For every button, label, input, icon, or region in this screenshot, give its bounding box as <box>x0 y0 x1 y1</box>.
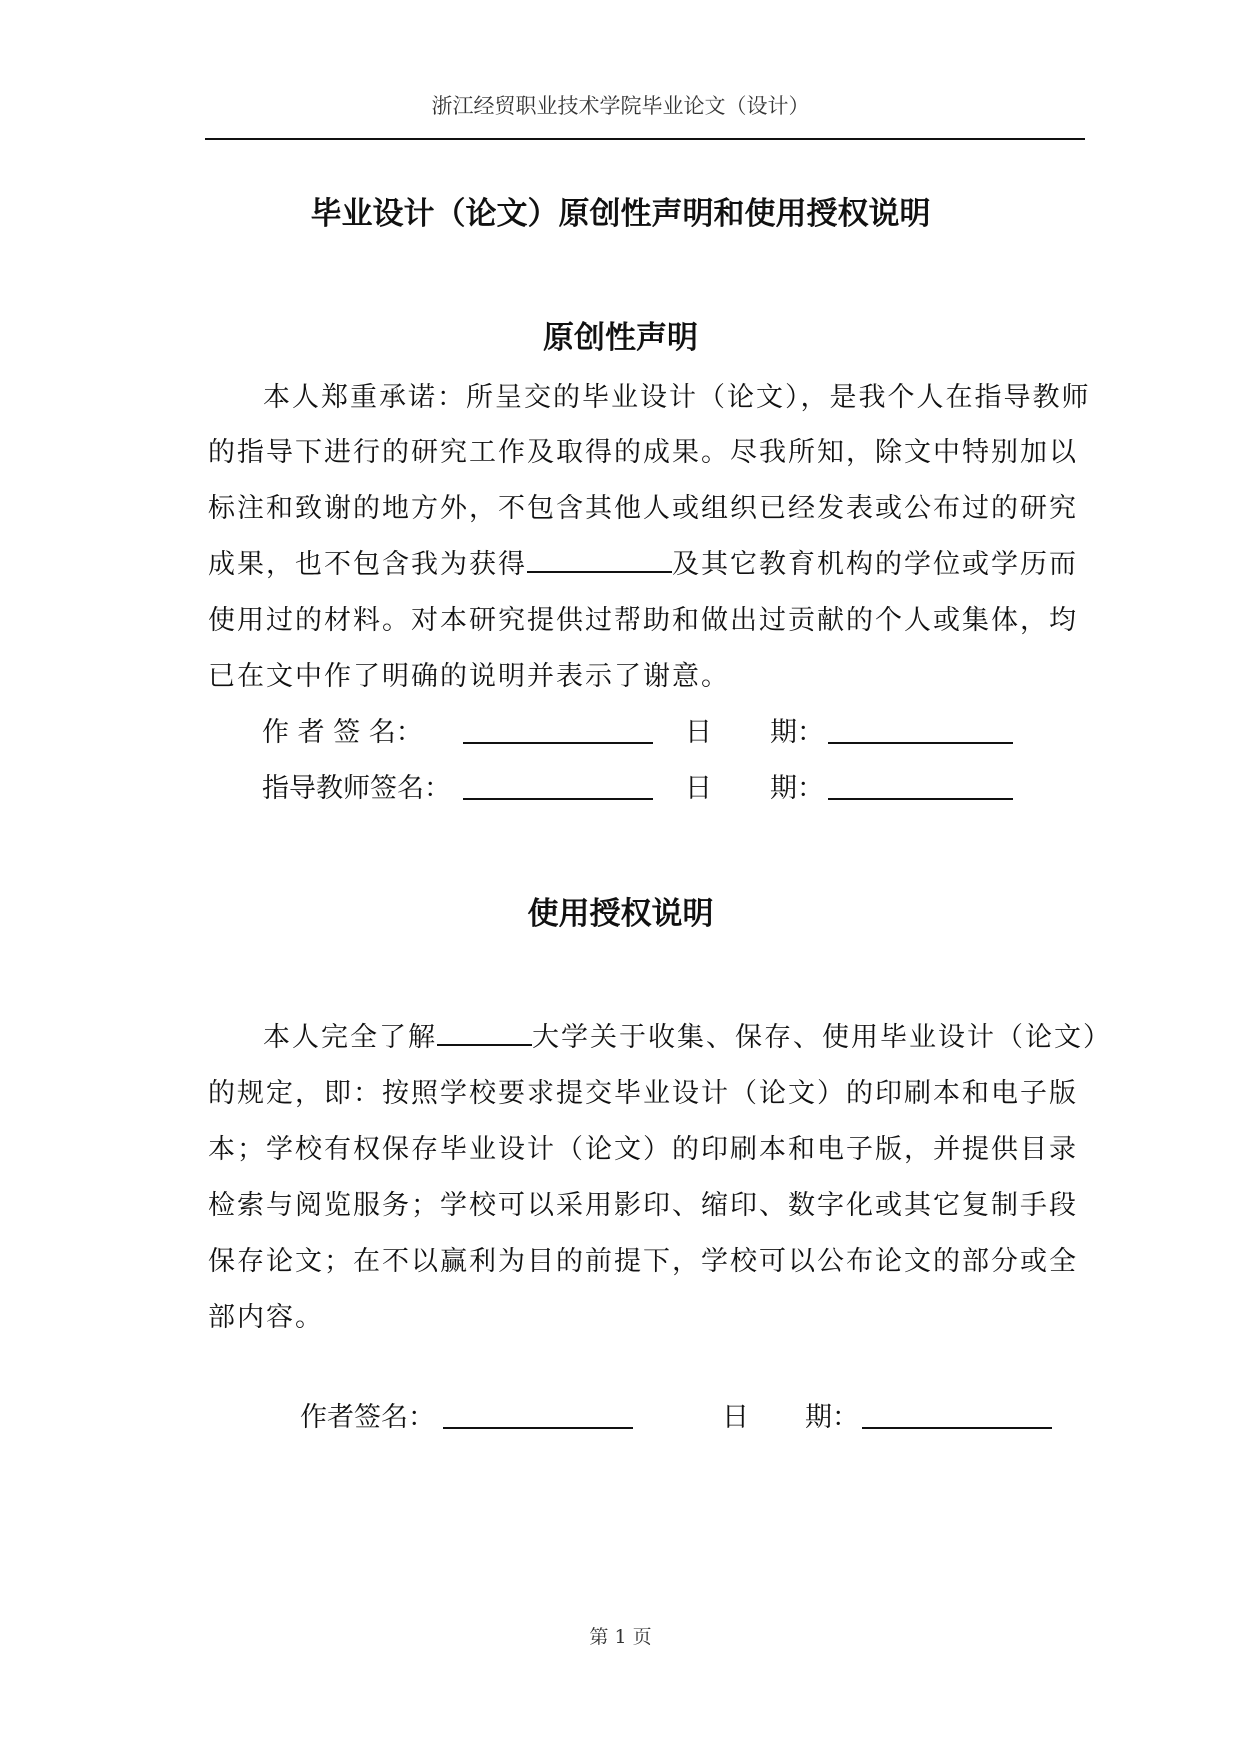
authorization-signature-line[interactable] <box>443 1427 633 1429</box>
document-title: 毕业设计（论文）原创性声明和使用授权说明 <box>310 196 931 232</box>
page-footer: 第 1 页 <box>589 1626 652 1648</box>
originality-line-3: 标注和致谢的地方外，不包含其他人或组织已经发表或公布过的研究 <box>208 493 1078 524</box>
originality-line-2: 的指导下进行的研究工作及取得的成果。尽我所知，除文中特别加以 <box>208 437 1078 468</box>
authorization-line-1a: 本人完全了解 <box>263 1022 437 1053</box>
authorization-date-label-period: 期： <box>805 1402 859 1433</box>
page-header: 浙江经贸职业技术学院毕业论文（设计） <box>431 94 810 118</box>
authorization-line-5: 保存论文；在不以赢利为目的前提下，学校可以公布论文的部分或全 <box>208 1246 1078 1277</box>
originality-line-6: 已在文中作了明确的说明并表示了谢意。 <box>208 661 730 692</box>
author-signature-line[interactable] <box>463 742 653 744</box>
authorization-heading: 使用授权说明 <box>527 896 714 932</box>
author-date-line[interactable] <box>828 742 1013 744</box>
author-signature-label: 作 者 签 名： <box>262 717 423 748</box>
authorization-date-label-day: 日 <box>722 1402 749 1433</box>
originality-line-4a: 成果，也不包含我为获得 <box>208 549 527 580</box>
authorization-date-line[interactable] <box>862 1427 1052 1429</box>
advisor-date-label-day: 日 <box>685 773 712 804</box>
authorization-signature-row <box>0 1395 1241 1435</box>
originality-line-1: 本人郑重承诺：所呈交的毕业设计（论文），是我个人在指导教师 <box>263 382 1091 413</box>
advisor-signature-row <box>0 766 1241 806</box>
authorization-line-1b: 大学关于收集、保存、使用毕业设计（论文） <box>532 1022 1112 1053</box>
originality-line-5: 使用过的材料。对本研究提供过帮助和做出过贡献的个人或集体，均 <box>208 605 1078 636</box>
originality-line-4b: 及其它教育机构的学位或学历而 <box>672 549 1078 580</box>
university-blank[interactable] <box>437 1043 532 1046</box>
originality-line-4 <box>208 542 1078 581</box>
originality-heading: 原创性声明 <box>543 320 698 356</box>
authorization-line-6: 部内容。 <box>208 1302 324 1333</box>
date-label-day: 日 <box>685 717 712 748</box>
authorization-line-2: 的规定，即：按照学校要求提交毕业设计（论文）的印刷本和电子版 <box>208 1078 1078 1109</box>
advisor-signature-line[interactable] <box>463 798 653 800</box>
author-signature-row <box>0 710 1241 750</box>
header-rule <box>205 138 1085 140</box>
advisor-date-line[interactable] <box>828 798 1013 800</box>
authorization-line-1 <box>263 1015 1112 1054</box>
authorization-signature-label: 作者签名： <box>300 1402 435 1433</box>
authorization-line-4: 检索与阅览服务；学校可以采用影印、缩印、数字化或其它复制手段 <box>208 1190 1078 1221</box>
institution-blank[interactable] <box>527 570 672 573</box>
authorization-line-3: 本；学校有权保存毕业设计（论文）的印刷本和电子版，并提供目录 <box>208 1134 1078 1165</box>
advisor-signature-label: 指导教师签名： <box>262 773 451 804</box>
date-label-period: 期： <box>770 717 824 748</box>
advisor-date-label-period: 期： <box>770 773 824 804</box>
